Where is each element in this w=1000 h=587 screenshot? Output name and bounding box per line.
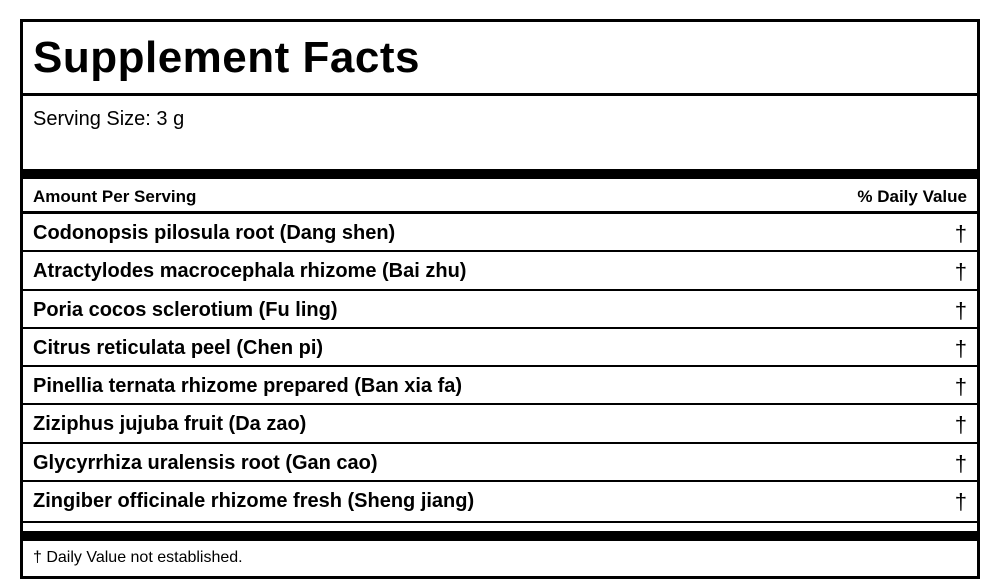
daily-value-header: % Daily Value: [857, 187, 967, 206]
ingredient-name: Poria cocos sclerotium (Fu ling): [33, 298, 338, 321]
ingredient-daily-value: †: [954, 450, 967, 476]
amount-header-row: [23, 179, 977, 214]
thick-divider-top: [23, 169, 977, 179]
ingredient-row: [23, 214, 977, 252]
ingredient-daily-value: †: [954, 335, 967, 361]
title-row: [23, 22, 977, 96]
ingredient-name: Citrus reticulata peel (Chen pi): [33, 336, 324, 359]
ingredient-row: [23, 444, 977, 482]
ingredient-name: Glycyrrhiza uralensis root (Gan cao): [33, 451, 378, 474]
ingredient-daily-value: †: [954, 297, 967, 323]
serving-row: [23, 96, 977, 169]
supplement-facts-label: [20, 19, 980, 579]
amount-per-serving-header: Amount Per Serving: [33, 187, 197, 206]
label-title: Supplement Facts: [33, 33, 420, 82]
ingredient-row: [23, 252, 977, 290]
ingredient-name: Codonopsis pilosula root (Dang shen): [33, 222, 396, 244]
footnote-row: [23, 541, 977, 576]
ingredient-row: [23, 482, 977, 520]
footnote-text: † Daily Value not established.: [33, 549, 243, 566]
ingredient-list: [23, 214, 977, 520]
ingredient-daily-value: †: [954, 221, 967, 246]
ingredient-daily-value: †: [954, 374, 967, 400]
thick-divider-bottom: [23, 531, 977, 541]
ingredient-name: Pinellia ternata rhizome prepared (Ban xia fa): [33, 375, 463, 398]
ingredient-row: [23, 367, 977, 405]
ingredient-row: [23, 291, 977, 329]
ingredient-name: Atractylodes macrocephala rhizome (Bai zhu): [33, 260, 467, 283]
ingredient-name: Ziziphus jujuba fruit (Da zao): [33, 413, 307, 436]
ingredient-daily-value: †: [954, 489, 967, 515]
ingredient-daily-value: †: [954, 259, 967, 285]
spacer-row: [23, 521, 977, 531]
ingredient-row: [23, 405, 977, 443]
ingredient-name: Zingiber officinale rhizome fresh (Sheng jiang): [33, 490, 475, 513]
ingredient-row: [23, 329, 977, 367]
serving-size: Serving Size: 3 g: [33, 108, 185, 130]
ingredient-daily-value: †: [954, 412, 967, 438]
